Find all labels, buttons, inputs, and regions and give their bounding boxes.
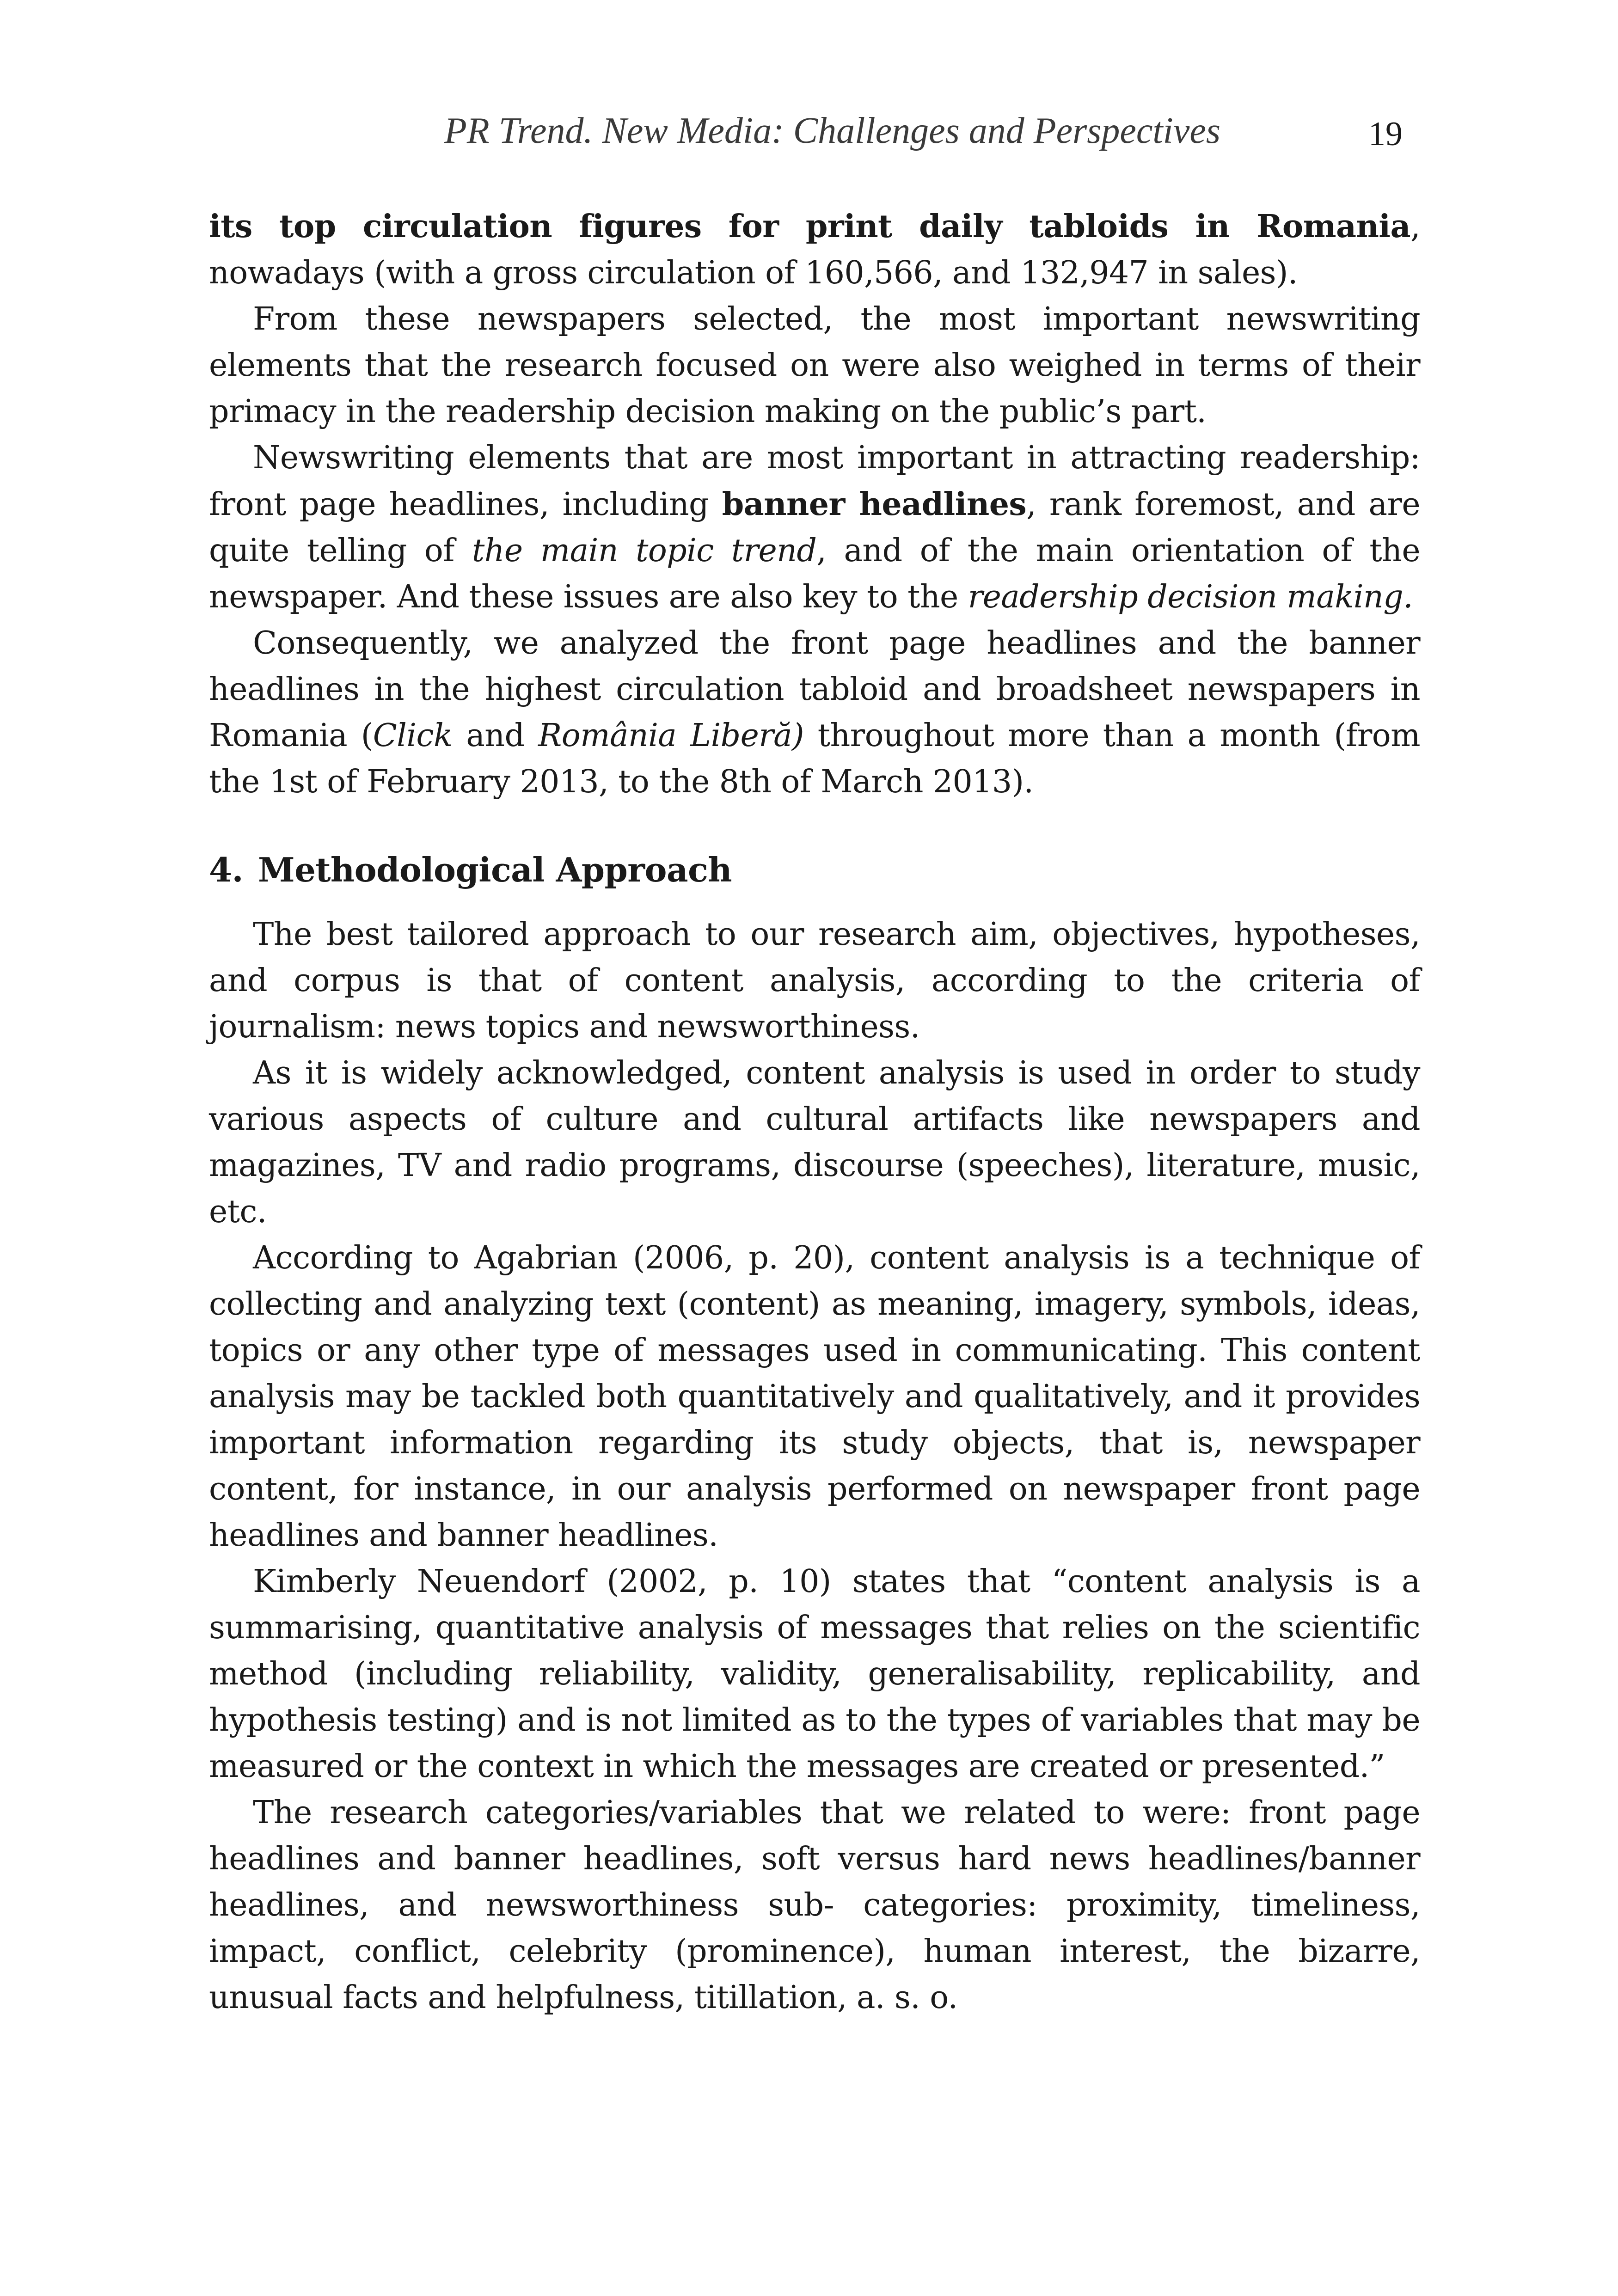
- bold-phrase: its top circulation figures for print daily tabloids in Romania: [209, 208, 1410, 245]
- paragraph-4: [209, 620, 1420, 805]
- text-run: , and of the main orientation of the newspaper. And these issues are also key to the: [209, 533, 1420, 615]
- text-run: , nowadays (with a gross circulation of 160,566, and 132,947 in sales).: [209, 208, 1420, 291]
- italic-phrase: România Liberă): [538, 717, 804, 754]
- section-number: 4.: [209, 850, 243, 889]
- section-heading: [209, 847, 1420, 893]
- bold-phrase: banner headlines: [722, 486, 1027, 523]
- italic-phrase: Click: [373, 717, 453, 754]
- paragraph-3: [209, 435, 1420, 620]
- section-paragraph-4: Kimberly Neuendorf (2002, p. 10) states that “content analysis is a summarising, quantitative analysis of messages that relies on the scientific method (including reliability, validity, generalisability, replicability, and hypothesis testing) and is not limited as to the types of variables that may be measured or the context in which the messages are created or presented.”: [209, 1563, 1420, 1785]
- text-run: and: [452, 717, 539, 754]
- italic-phrase: the main topic trend: [472, 533, 817, 569]
- text-run: Consequently, we analyzed the front page headlines and the banner headlines in the highest circulation tabloid and broadsheet newspapers in Romania (: [209, 625, 1420, 754]
- text-run: Newswriting elements that are most important in attracting readership: front page headlines, including: [209, 440, 1420, 523]
- paragraph-2: From these newspapers selected, the most important newswriting elements that the research focused on were also weighed in terms of their primacy in the readership decision making on the public’s part.: [209, 301, 1420, 430]
- section-title: Methodological Approach: [257, 850, 732, 889]
- running-title: PR Trend. New Media: Challenges and Perspectives: [444, 110, 1220, 151]
- paragraph-1: [209, 203, 1420, 296]
- text-run: throughout more than a month (from the 1st of February 2013, to the 8th of March 2013).: [209, 717, 1420, 800]
- page-number: 19: [1368, 115, 1403, 153]
- section-paragraph-5: The research categories/variables that we related to were: front page headlines and banner headlines, soft versus hard news headlines/banner headlines, and newsworthiness sub- categories: proximity, timeliness, impact, conflict, celebrity (prominence), human interest, the bizarre, unusual facts and helpfulness, titillation, a. s. o.: [209, 1794, 1420, 2016]
- text-run: , rank foremost, and are quite telling of: [209, 486, 1420, 569]
- section-paragraph-2: As it is widely acknowledged, content analysis is used in order to study various aspects of culture and cultural artifacts like newspapers and magazines, TV and radio programs, discourse (speeches), literature, music, etc.: [209, 1055, 1420, 1230]
- section-paragraph-3: According to Agabrian (2006, p. 20), content analysis is a technique of collecting and analyzing text (content) as meaning, imagery, symbols, ideas, topics or any other type of messages used in communicating. This content analysis may be tackled both quantitatively and qualitatively, and it provides important information regarding its study objects, that is, newspaper content, for instance, in our analysis performed on newspaper front page headlines and banner headlines.: [209, 1240, 1420, 1554]
- body-text: [209, 203, 1420, 2021]
- italic-phrase: readership decision making.: [968, 579, 1413, 615]
- section-paragraph-1: The best tailored approach to our research aim, objectives, hypotheses, and corpus is that of content analysis, according to the criteria of journalism: news topics and newsworthiness.: [209, 916, 1420, 1045]
